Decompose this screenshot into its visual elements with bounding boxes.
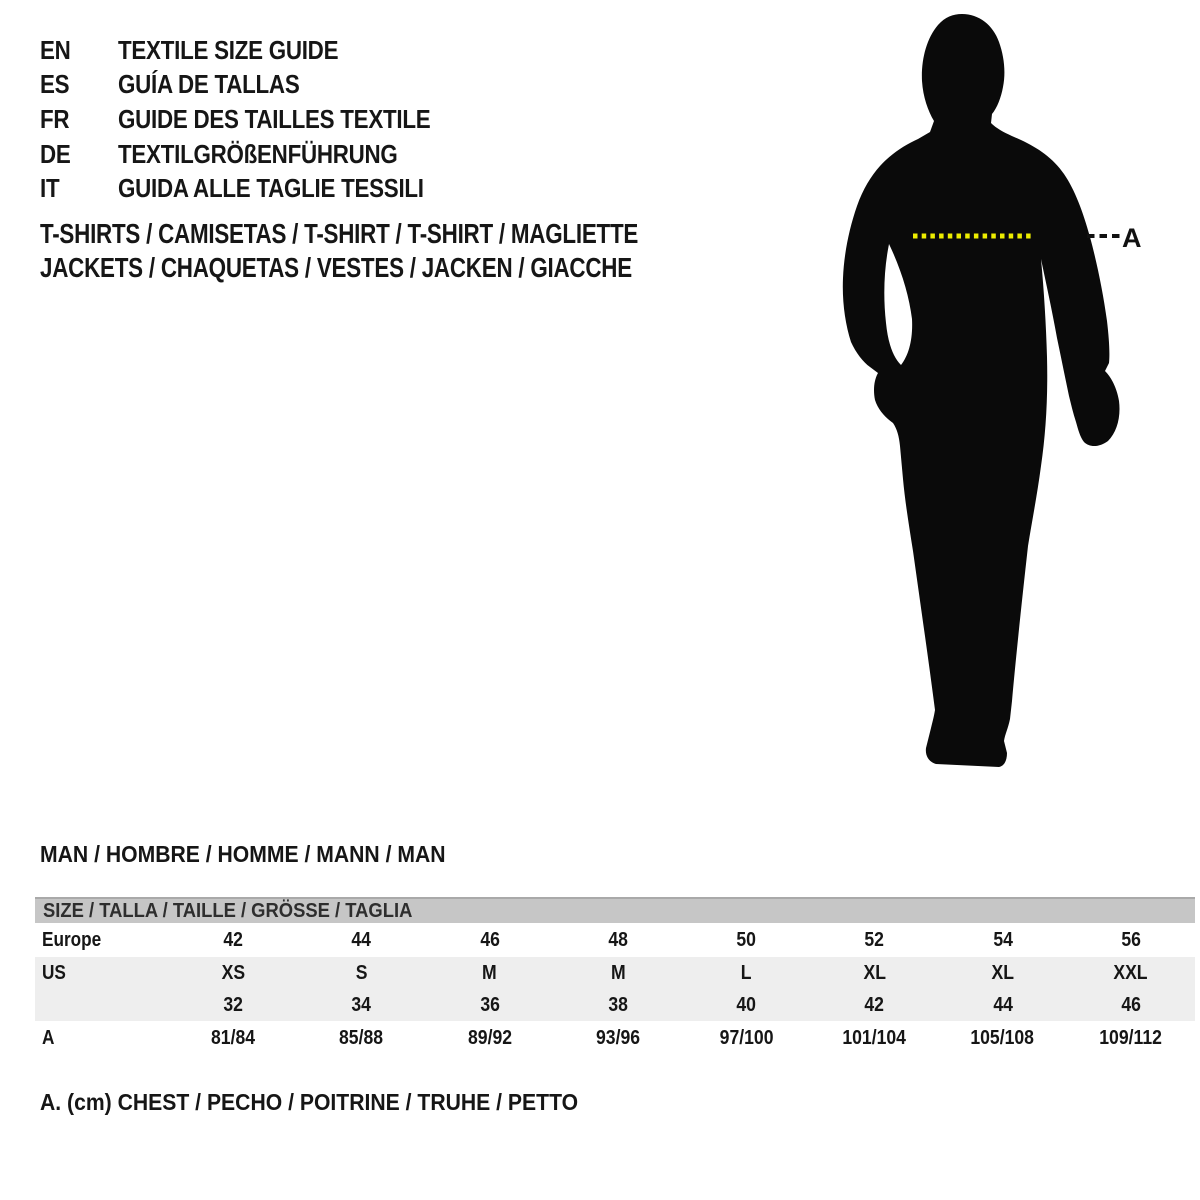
row-label: Europe [42,928,102,951]
language-row-es [40,68,481,103]
language-row-it [40,171,481,206]
language-code: EN [40,34,71,65]
row-label: US [42,961,66,984]
size-cell: 34 [351,993,372,1016]
language-code: DE [40,138,71,169]
table-row-chest-cm [35,1021,1195,1056]
size-cell: 46 [479,928,500,951]
size-cell: XXL [1113,961,1148,984]
language-title: GUÍA DE TALLAS [118,69,300,100]
size-cell: 40 [736,993,756,1016]
size-cell: 101/104 [842,1027,907,1049]
size-cell: 97/100 [719,1027,774,1049]
size-cell: 56 [1121,928,1141,951]
size-cell: L [740,961,752,984]
language-title: GUIDA ALLE TAGLIE TESSILI [118,173,424,204]
size-cell: S [355,961,368,984]
size-cell: 46 [1121,993,1141,1016]
size-cell: XS [221,961,245,984]
language-title: TEXTILE SIZE GUIDE [118,34,339,65]
size-cell: 42 [223,928,243,951]
category-line-tshirts: T-SHIRTS / CAMISETAS / T-SHIRT / T-SHIRT / MAGLIETTE [40,218,639,249]
size-table [35,897,1195,1056]
size-cell: 42 [864,993,885,1016]
table-row-us [35,957,1195,989]
size-table-header-bar [35,897,1195,923]
size-cell: 93/96 [595,1027,640,1049]
size-cell: 105/108 [970,1027,1035,1049]
language-code: IT [40,173,60,204]
language-row-en [40,33,481,68]
language-list [40,33,481,206]
size-cell: 44 [351,928,372,951]
size-cell: 32 [223,993,243,1016]
size-cell: 109/112 [1099,1027,1163,1049]
language-row-de [40,137,481,172]
size-cell: 50 [736,928,756,951]
size-cell: 44 [992,993,1013,1016]
man-silhouette [843,14,1120,767]
table-row-europe [35,923,1195,957]
size-table-header-label: SIZE / TALLA / TAILLE / GRÖSSE / TAGLIA [43,899,413,922]
size-cell: XL [863,961,886,984]
language-row-fr [40,102,481,137]
size-cell: M [610,961,626,984]
size-cell: 38 [608,993,628,1016]
language-title: TEXTILGRÖßENFÜHRUNG [118,138,398,169]
size-cell: 52 [864,928,885,951]
man-silhouette-figure [815,0,1200,800]
measurement-footnote: A. (cm) CHEST / PECHO / POITRINE / TRUHE / PETTO [40,1088,579,1115]
size-cell: 36 [479,993,500,1016]
size-cell: XL [991,961,1014,984]
row-label: A [42,1027,55,1049]
size-cell: 85/88 [339,1027,384,1049]
size-cell: M [482,961,497,984]
language-title: GUIDE DES TAILLES TEXTILE [118,103,431,134]
language-code: FR [40,103,70,134]
size-cell: 54 [992,928,1013,951]
size-cell: 48 [608,928,628,951]
section-title: MAN / HOMBRE / HOMME / MANN / MAN [40,840,446,867]
language-code: ES [40,69,70,100]
category-lines [40,217,788,285]
table-row-numeric [35,989,1195,1021]
marker-label: A [1122,223,1142,253]
size-cell: 89/92 [467,1027,512,1049]
size-cell: 81/84 [211,1027,256,1049]
category-line-jackets: JACKETS / CHAQUETAS / VESTES / JACKEN / GIACCHE [40,252,632,283]
